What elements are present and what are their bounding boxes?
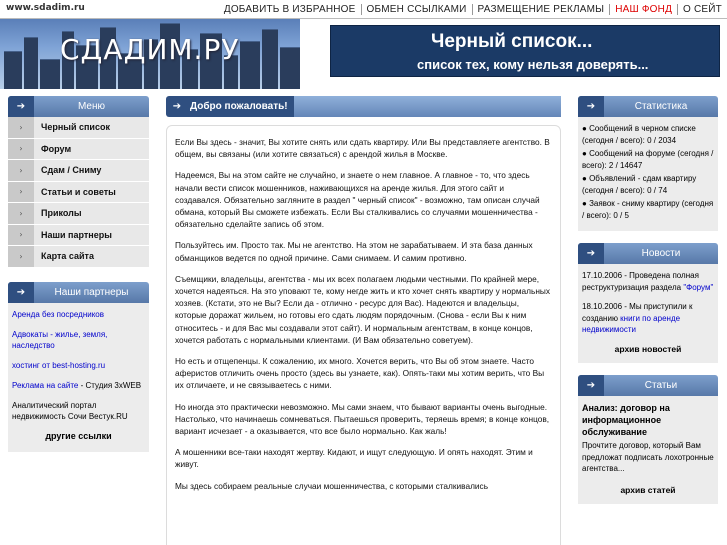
top-bar [0, 0, 727, 19]
partner-link-ads[interactable]: Реклама на сайте [12, 380, 79, 390]
topnav-advertising[interactable]: РАЗМЕЩЕНИЕ РЕКЛАМЫ [472, 4, 610, 15]
article-paragraph: Если Вы здесь - значит, Вы хотите снять или сдать квартиру. Или Вы представляете агентство. В общем, вы связаны (или хотите связаться) с арендой жилья в Москве. [175, 137, 550, 160]
slogan-sub: список тех, кому нельзя доверять... [417, 57, 649, 72]
menu-item-articles[interactable] [8, 182, 149, 204]
partner-link-hosting[interactable]: хостинг от best-hosting.ru [12, 360, 106, 370]
top-nav [219, 0, 727, 19]
stat-item: ● Сообщений в черном списке (сегодня / всего): 0 / 2034 [582, 124, 696, 145]
news-link-forum[interactable]: "Форум" [683, 282, 714, 292]
article-teaser: Прочтите договор, который Вам предложат подписать лохотронные агентства... [582, 441, 714, 473]
menu-item-partners[interactable] [8, 225, 149, 247]
article-title-link[interactable]: Анализ: договор на информационное обслуживание [582, 403, 670, 437]
partner-link-lawyers[interactable]: Адвокаты - жилье, земля, наследство [12, 329, 108, 350]
menu-list [8, 117, 149, 268]
news-title: Новости [641, 248, 681, 259]
topnav-our-fund[interactable]: НАШ ФОНД [609, 4, 677, 15]
chevron-right-icon: › [8, 246, 34, 267]
partners-title: Наши партнеры [54, 286, 129, 298]
stat-item: ● Сообщений на форуме (сегодня / всего): 2 / 14647 [582, 149, 714, 170]
arrow-right-icon: ➔ [578, 96, 604, 117]
partners-body [8, 303, 149, 452]
chevron-right-icon: › [8, 225, 34, 246]
stats-box [578, 96, 718, 231]
arrow-right-icon: ➔ [578, 375, 604, 396]
welcome-article [166, 125, 561, 545]
welcome-header [166, 96, 561, 117]
article-paragraph: Но иногда это практически невозможно. Мы сами знаем, что бывают варианты очень выгодные. Настолько, что начинаешь сомневаться. Пытаешься проверить, теряешь время; в конце концов, вариант исчезает - а оказывается, что все было нормально. Как жаль! [175, 401, 550, 437]
site-logo[interactable]: СДАДИМ.РУ [60, 33, 240, 66]
partners-box [8, 282, 149, 452]
site-url: www.sdadim.ru [6, 3, 85, 13]
menu-header [8, 96, 149, 117]
header-banner [0, 19, 727, 89]
news-body [578, 264, 718, 363]
article-paragraph: Мы здесь собираем реальные случаи мошенничества, с которыми сталкивались [175, 480, 489, 491]
menu-item-label: Карта сайта [41, 251, 94, 262]
arrow-right-icon: ➔ [166, 96, 188, 117]
partner-text: - Студия 3xWEB [78, 380, 142, 390]
chevron-right-icon: › [8, 182, 34, 203]
slogan-banner[interactable] [330, 25, 720, 77]
articles-header [578, 375, 718, 396]
chevron-right-icon: › [8, 117, 34, 138]
welcome-title: Добро пожаловать! [188, 96, 294, 117]
articles-archive-link[interactable]: архив статей [620, 484, 676, 495]
article-paragraph: А мошенники все-таки находят жертву. Кидают, и ищут следующую. И опять находят. Этим и живут. [175, 447, 533, 470]
article-paragraph: Но есть и отщепенцы. К сожалению, их много. Хочется верить, что Вы об этом знаете. Часто аферистов отличить очень просто (здесь вы узнаете, как). Опять-таки мы хотим верить, что Вы их отличаете, и не связываетесь с ними. [175, 356, 545, 391]
news-item: 18.10.2006 - Мы приступили к созданию книги по аренде недвижимости [582, 302, 693, 334]
chevron-right-icon: › [8, 203, 34, 224]
articles-body [578, 396, 718, 504]
stat-item: ● Заявок - сниму квартиру (сегодня / всего): 0 / 5 [582, 199, 714, 220]
city-skyline-image [0, 19, 300, 89]
stat-item: ● Объявлений - сдам квартиру (сегодня / всего): 0 / 74 [582, 174, 697, 195]
menu-item-label: Приколы [41, 208, 82, 219]
menu-item-jokes[interactable] [8, 203, 149, 225]
menu-item-blacklist[interactable] [8, 117, 149, 139]
news-box [578, 243, 718, 363]
more-links-button[interactable]: другие ссылки [45, 430, 112, 441]
menu-item-label: Форум [41, 143, 72, 154]
chevron-right-icon: › [8, 160, 34, 181]
article-paragraph: Пользуйтесь им. Просто так. Мы не агентство. На этом не зарабатываем. И эта база данных обманщиков ведется по одной причине. Сами снимаем. И самим противно. [175, 240, 533, 263]
menu-item-forum[interactable] [8, 139, 149, 161]
topnav-about[interactable]: О СЕЙТ [677, 4, 727, 15]
menu-item-label: Статьи и советы [41, 186, 116, 197]
stats-header [578, 96, 718, 117]
menu-item-label: Сдам / Сниму [41, 165, 102, 176]
topnav-link-exchange[interactable]: ОБМЕН ССЫЛКАМИ [361, 4, 472, 15]
arrow-right-icon: ➔ [578, 243, 604, 264]
right-column [578, 96, 718, 516]
news-item: 17.10.2006 - Проведена полная реструктуризация раздела "Форум" [582, 271, 714, 292]
center-column [166, 96, 561, 545]
partners-header [8, 282, 149, 303]
article-paragraph: Надеемся, Вы на этом сайте не случайно, и знаете о нем главное. А главное - то, что здесь начали вести список мошенников, наживающихся на аренде жилья. Для этого сайт и создавался. Обязательно загляните в раздел " черный список" - возможно, там описан случай обмана, который Вы сможете избежать. Если Вы сталкивались со случаями мошенничества - обязательно сделайте запись об этом. [175, 170, 540, 230]
left-column [8, 96, 149, 452]
slogan-main: Черный список... [431, 31, 593, 52]
arrow-right-icon: ➔ [8, 96, 34, 117]
chevron-right-icon: › [8, 139, 34, 160]
stats-title: Статистика [634, 101, 688, 112]
partner-text-portal[interactable]: Аналитический портал недвижимость Сочи Вестук.RU [12, 400, 128, 421]
menu-item-sitemap[interactable] [8, 246, 149, 268]
partner-link-rent[interactable]: Аренда без посредников [12, 309, 104, 319]
menu-box [8, 96, 149, 268]
article-paragraph: Съемщики, владельцы, агентства - мы их всех полагаем людьми честными. По крайней мере, хочется надеяться. На это уповают те, кому негде жить и кто хочет снять квартиру у нормальных хозяев. (Кстати, это не Вы? Если да - отлично - ресурс для Вас). Надеются и владельцы, которые доражат жильем, но готовы его сдать людям порядочным. (Снова - если Вы к ним относитесь - и для Вас мы создавали этот сайт). И нормальным агентствам, в конце концов, хочется работать с нормальными клиентами. (И Вам обязательно советуем). [175, 273, 551, 345]
menu-title: Меню [77, 101, 106, 112]
menu-item-rent[interactable] [8, 160, 149, 182]
articles-title: Статьи [644, 380, 678, 391]
articles-box [578, 375, 718, 504]
topnav-bookmark[interactable]: ДОБАВИТЬ В ИЗБРАННОЕ [223, 4, 356, 15]
news-header [578, 243, 718, 264]
stats-body [578, 117, 718, 231]
menu-item-label: Черный список [41, 122, 110, 133]
menu-item-label: Наши партнеры [41, 229, 112, 240]
news-archive-link[interactable]: архив новостей [614, 343, 682, 354]
arrow-right-icon: ➔ [8, 282, 34, 303]
news-link-book[interactable]: книги по аренде недвижимости [582, 313, 681, 334]
